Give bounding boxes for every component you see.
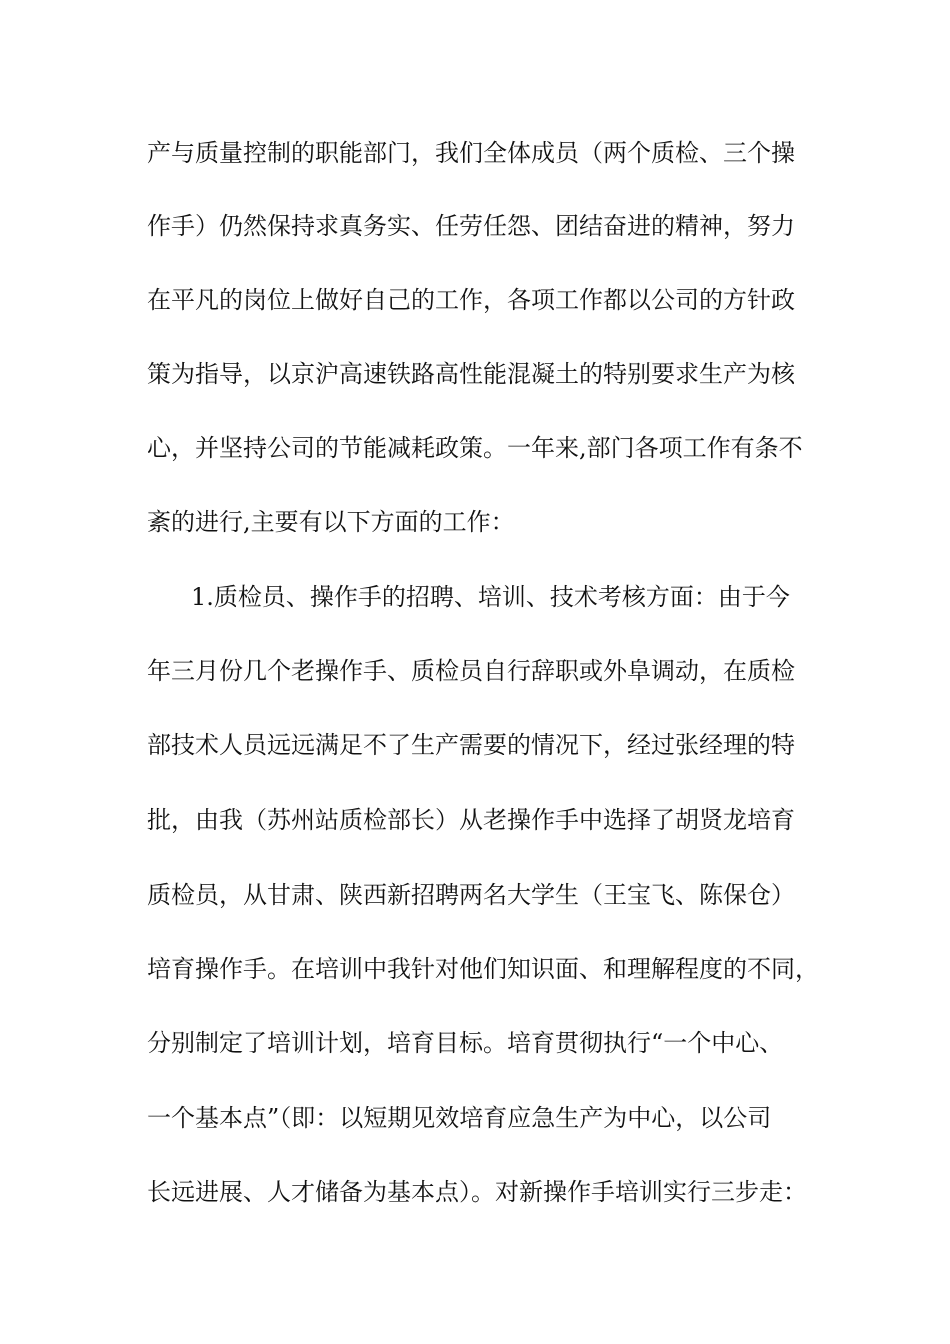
text-line: 心，并坚持公司的节能减耗政策。一年来,部门各项工作有条不 bbox=[147, 434, 803, 462]
text-line: 质检员，从甘肃、陕西新招聘两名大学生（王宝飞、陈保仓） bbox=[147, 881, 795, 909]
text-line: 1.质检员、操作手的招聘、培训、技术考核方面：由于今 bbox=[191, 583, 790, 611]
text-line: 在平凡的岗位上做好自己的工作，各项工作都以公司的方针政 bbox=[147, 286, 795, 314]
text-line: 批，由我（苏州站质检部长）从老操作手中选择了胡贤龙培育 bbox=[147, 806, 795, 834]
text-line: 产与质量控制的职能部门，我们全体成员（两个质检、三个操 bbox=[147, 139, 795, 167]
text-line: 年三月份几个老操作手、质检员自行辞职或外阜调动，在质检 bbox=[147, 657, 795, 685]
text-line: 长远进展、人才储备为基本点）。对新操作手培训实行三步走： bbox=[147, 1178, 807, 1206]
text-line: 培育操作手。在培训中我针对他们知识面、和理解程度的不同， bbox=[147, 955, 819, 983]
text-line: 策为指导，以京沪高速铁路高性能混凝土的特别要求生产为核 bbox=[147, 360, 795, 388]
text-line: 作手）仍然保持求真务实、任劳任怨、团结奋进的精神，努力 bbox=[147, 212, 795, 240]
text-line: 部技术人员远远满足不了生产需要的情况下，经过张经理的特 bbox=[147, 731, 795, 759]
text-line: 分别制定了培训计划，培育目标。培育贯彻执行“一个中心、 bbox=[147, 1029, 784, 1057]
text-line: 一个基本点”（即：以短期见效培育应急生产为中心，以公司 bbox=[147, 1104, 772, 1132]
text-line: 紊的进行,主要有以下方面的工作： bbox=[147, 508, 515, 536]
